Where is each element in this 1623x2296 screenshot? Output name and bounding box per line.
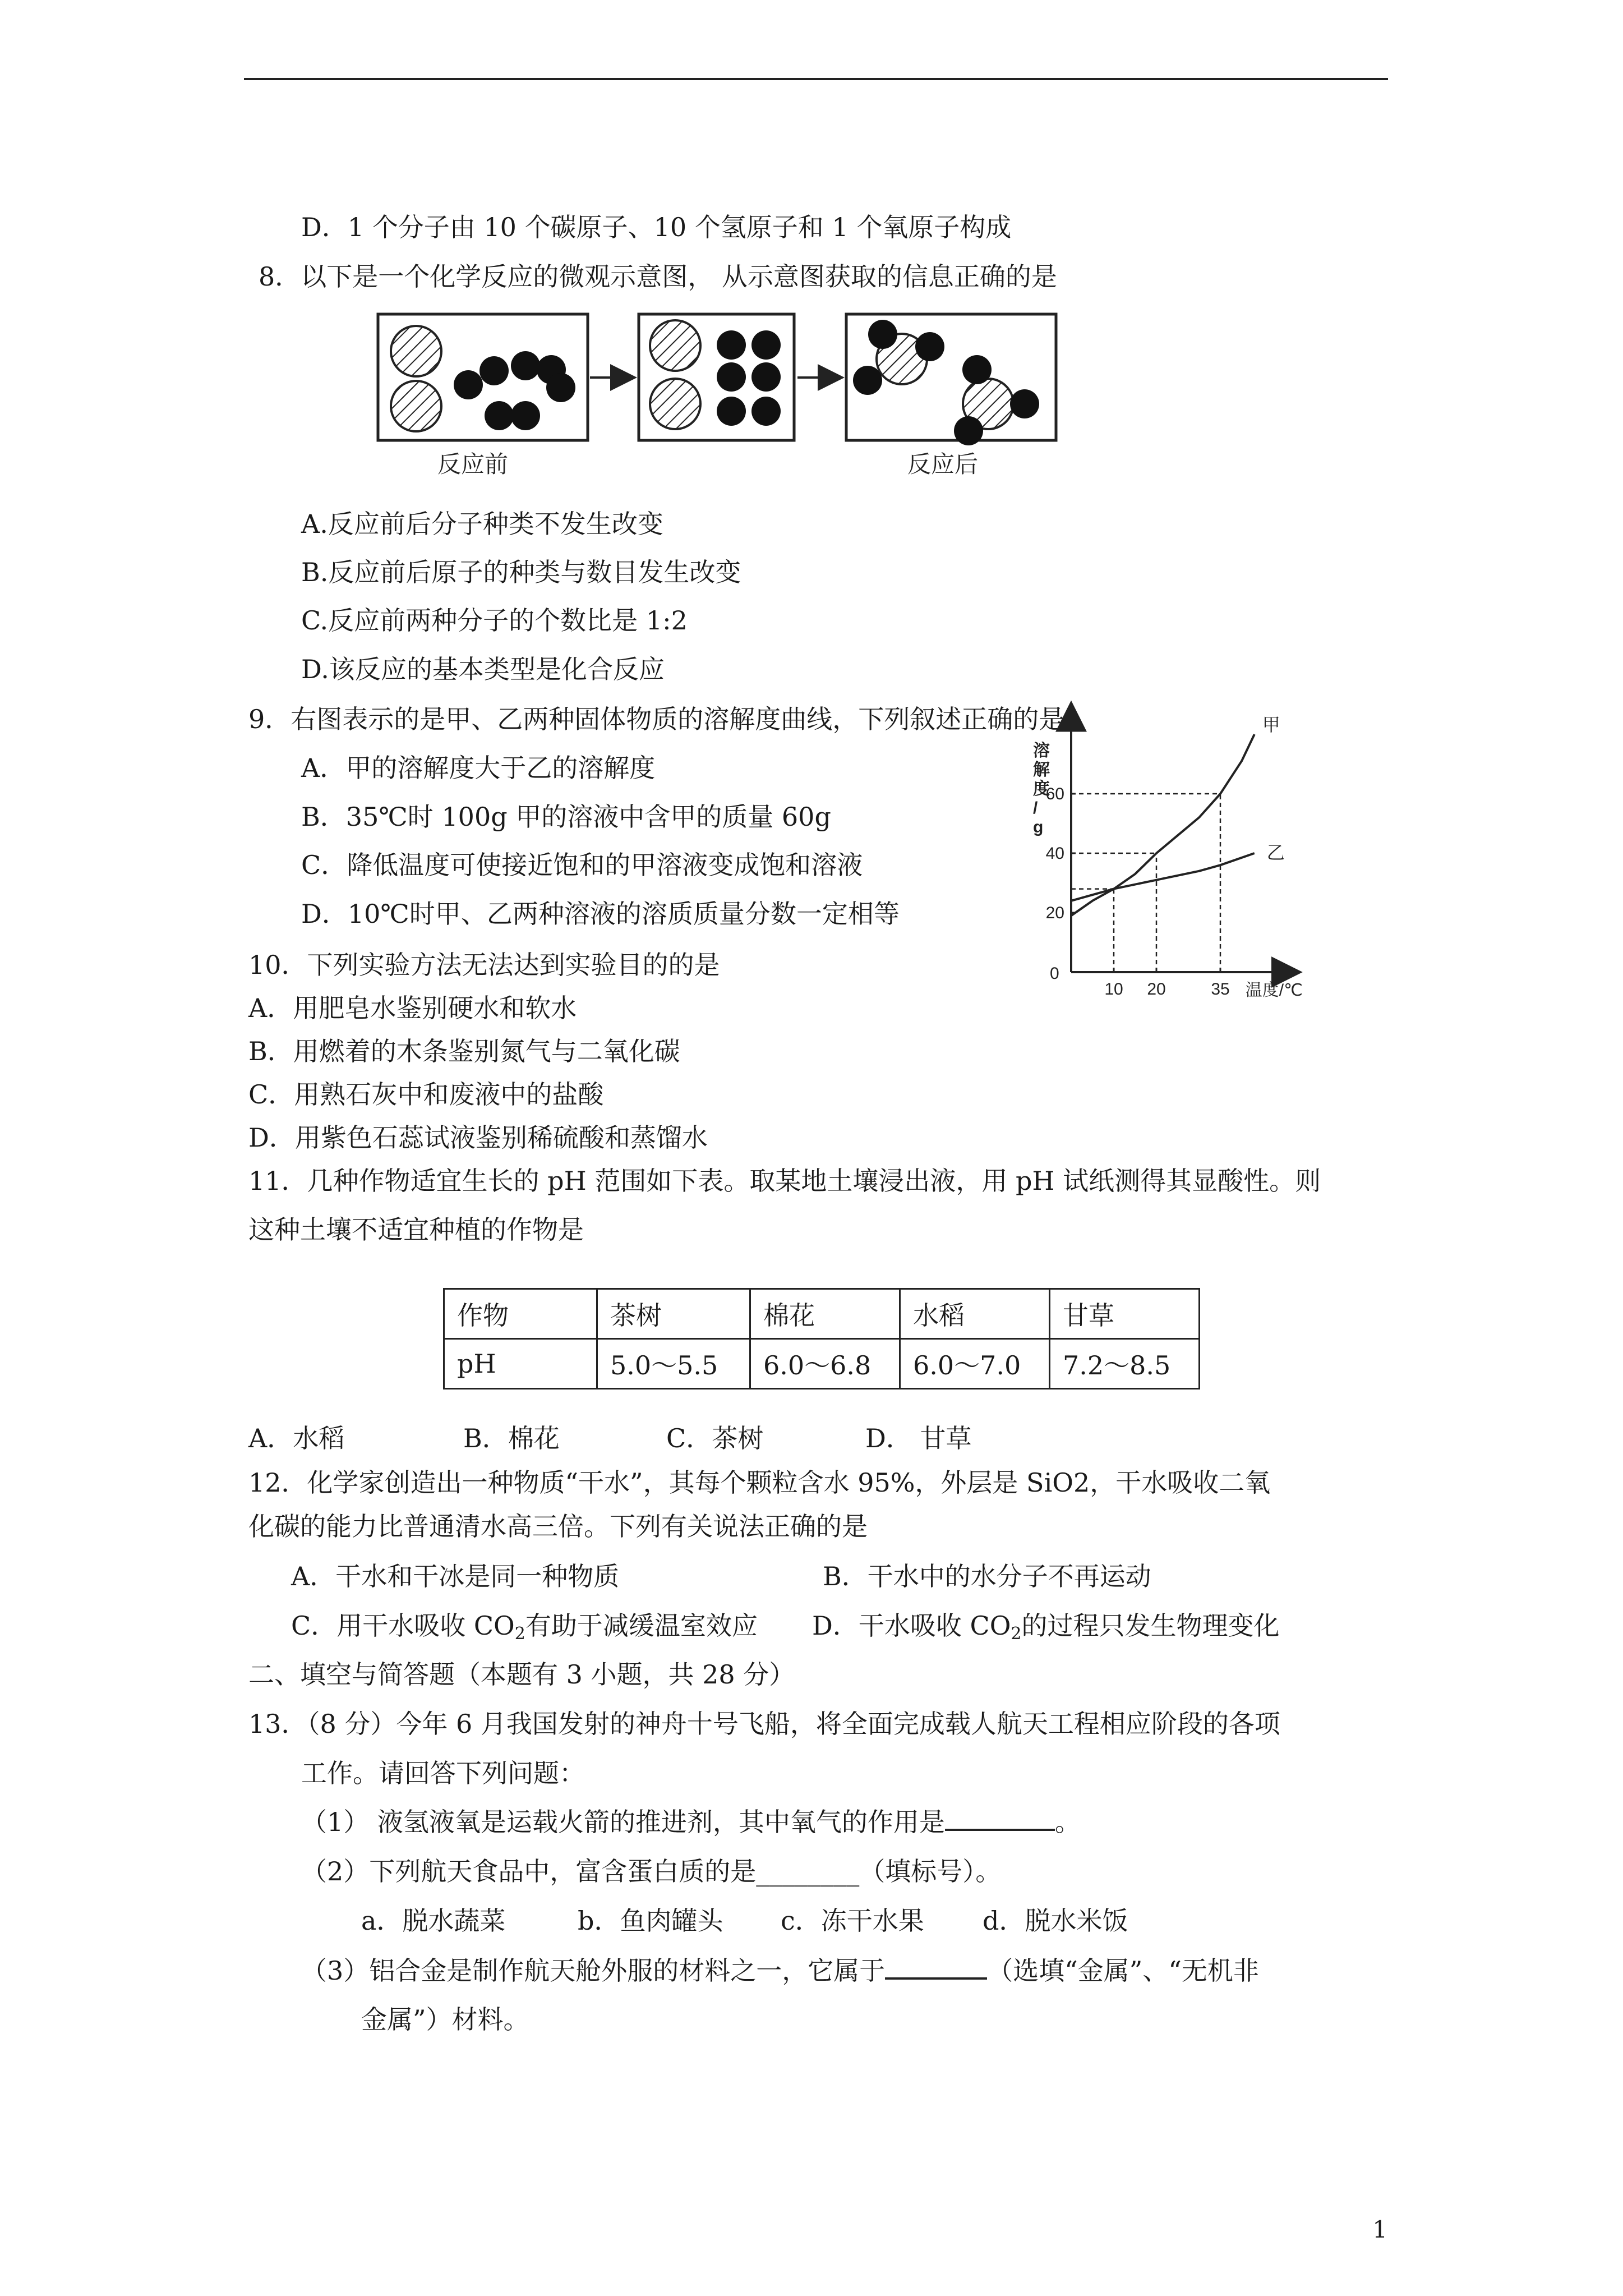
q9-stem: 9．右图表示的是甲、乙两种固体物质的溶解度曲线，下列叙述正确的是 [248, 704, 1065, 734]
q13-part2-d: d．脱水米饭 [983, 1906, 1128, 1936]
subscript-2: 2 [514, 1624, 525, 1644]
hatched-atom [650, 320, 700, 371]
table-cell: 6.0～7.0 [900, 1339, 1050, 1389]
answer-blank[interactable] [885, 1955, 987, 1980]
black-atom [479, 356, 509, 385]
q11-option-c: C．茶树 [666, 1423, 764, 1453]
section-title: 二、填空与简答题（本题有 3 小题，共 28 分） [248, 1659, 795, 1690]
q13-part2-b: b．鱼肉罐头 [578, 1906, 723, 1936]
q12-option-c-text: C．用干水吸收 CO [291, 1611, 515, 1641]
q13-part1-text: （1） 液氢液氧是运载火箭的推进剂，其中氧气的作用是 [301, 1807, 945, 1837]
q12-stem-line1: 12．化学家创造出一种物质“干水”，其每个颗粒含水 95%，外层是 SiO2，干水吸收二氧 [248, 1467, 1271, 1498]
table-cell: pH [444, 1339, 597, 1389]
table-cell: 甘草 [1050, 1289, 1200, 1339]
black-atom [751, 397, 781, 426]
black-atom [717, 362, 746, 392]
q8-reaction-diagram [0, 0, 1623, 505]
y-axis-label-char: g [1033, 818, 1044, 836]
black-atom [454, 370, 483, 399]
black-atom [1010, 389, 1039, 418]
subscript-2: 2 [1011, 1624, 1022, 1644]
q12-option-d-text: D．干水吸收 CO [812, 1611, 1011, 1641]
q13-part2: （2）下列航天食品中，富含蛋白质的是________（填标号）。 [301, 1856, 1002, 1887]
q13-part2-a: a．脱水蔬菜 [361, 1906, 506, 1936]
hatched-atom [391, 381, 441, 431]
x-axis-label: 温度/℃ [1245, 981, 1303, 1000]
black-atom [717, 397, 746, 426]
q13-part3-text: （3）铝合金是制作航天舱外服的材料之一，它属于 [301, 1955, 886, 1986]
table-cell: 茶树 [597, 1289, 750, 1339]
table-row [444, 1289, 1200, 1339]
q12-option-c-text-end: 有助于减缓温室效应 [525, 1611, 758, 1641]
black-atom [962, 355, 992, 384]
q13-stem-line1: 13．（8 分）今年 6 月我国发射的神舟十号飞船，将全面完成载人航天工程相应阶段的各项 [248, 1709, 1280, 1739]
y-tick-label: 40 [1045, 844, 1064, 863]
q8-option-c: C.反应前两种分子的个数比是 1:2 [301, 605, 688, 636]
q10-option-c: C．用熟石灰中和废液中的盐酸 [248, 1079, 604, 1110]
table-cell: 棉花 [750, 1289, 900, 1339]
black-atom [511, 351, 540, 380]
y-tick-label: 60 [1045, 785, 1064, 803]
table-cell: 6.0～6.8 [750, 1339, 900, 1389]
q9-option-a: A．甲的溶解度大于乙的溶解度 [301, 753, 656, 783]
q11-stem-line1: 11．几种作物适宜生长的 pH 范围如下表。取某地土壤浸出液，用 pH 试纸测得其显酸性。则 [248, 1166, 1321, 1196]
q13-part2-c: c．冻干水果 [781, 1906, 924, 1936]
q13-part1 [301, 1805, 1081, 1839]
y-axis-label-char: 度 [1033, 780, 1050, 798]
black-atom [485, 401, 514, 430]
q8-option-b: B.反应前后原子的种类与数目发生改变 [301, 557, 741, 587]
hatched-atom [391, 326, 441, 376]
q11-option-d: D． 甘草 [865, 1423, 972, 1453]
q13-part3-continued: 金属”）材料。 [361, 2004, 529, 2035]
page-number: 1 [1372, 2216, 1387, 2243]
q9-option-b: B．35℃时 100g 甲的溶液中含甲的质量 60g [301, 802, 831, 832]
q12-option-a: A．干水和干冰是同一种物质 [291, 1561, 620, 1591]
q10-option-b: B．用燃着的木条鉴别氮气与二氧化碳 [248, 1036, 680, 1066]
origin-label: 0 [1050, 964, 1059, 983]
table-cell: 作物 [444, 1289, 597, 1339]
black-atom [751, 362, 781, 392]
x-tick-label: 10 [1104, 980, 1123, 999]
table-row [444, 1339, 1200, 1389]
q13-part1-end: 。 [1054, 1807, 1081, 1837]
series-label: 乙 [1266, 843, 1285, 863]
ph-table [443, 1288, 1200, 1389]
black-atom [915, 332, 944, 361]
black-atom [868, 320, 897, 349]
hatched-atom [650, 379, 700, 429]
table-cell: 5.0～5.5 [597, 1339, 750, 1389]
q13-stem-line2: 工作。请回答下列问题： [301, 1758, 585, 1788]
q10-option-d: D．用紫色石蕊试液鉴别稀硫酸和蒸馏水 [248, 1122, 708, 1153]
q13-part3 [301, 1954, 1259, 1987]
q13-part3-end: （选填“金属”、“无机非 [987, 1955, 1259, 1986]
label-before: 反应前 [437, 451, 509, 477]
y-tick-label: 20 [1045, 904, 1064, 922]
solubility-chart [1009, 715, 1303, 1000]
q8-option-d: D.该反应的基本类型是化合反应 [301, 654, 665, 684]
q12-option-d-text-end: 的过程只发生物理变化 [1021, 1611, 1280, 1641]
table-cell: 7.2～8.5 [1050, 1339, 1200, 1389]
q12-option-d [812, 1609, 1280, 1651]
y-axis-label-char: / [1033, 799, 1038, 817]
q8-stem: 8．以下是一个化学反应的微观示意图， 从示意图获取的信息正确的是 [259, 261, 1057, 292]
label-after: 反应后 [907, 451, 979, 477]
black-atom [853, 366, 882, 395]
black-atom [717, 330, 746, 360]
y-axis-label-char: 解 [1033, 761, 1050, 779]
table-cell: 水稻 [900, 1289, 1050, 1339]
q11-option-a: A．水稻 [248, 1423, 345, 1453]
series-label: 甲 [1262, 715, 1280, 735]
q11-option-b: B．棉花 [463, 1423, 560, 1453]
answer-blank[interactable] [945, 1806, 1055, 1831]
q10-stem: 10．下列实验方法无法达到实验目的的是 [248, 950, 720, 980]
q7-option-d: D．1 个分子由 10 个碳原子、10 个氢原子和 1 个氧原子构成 [301, 212, 1012, 242]
x-tick-label: 20 [1147, 980, 1166, 999]
q9-option-d: D．10℃时甲、乙两种溶液的溶质质量分数一定相等 [301, 899, 900, 929]
q9-option-c: C．降低温度可使接近饱和的甲溶液变成饱和溶液 [301, 850, 863, 880]
q11-stem-line2: 这种土壤不适宜种植的作物是 [248, 1214, 584, 1245]
x-tick-label: 35 [1211, 980, 1230, 999]
black-atom [546, 373, 575, 402]
black-atom [511, 401, 540, 430]
q12-option-c [291, 1609, 758, 1651]
q10-option-a: A．用肥皂水鉴别硬水和软水 [248, 993, 577, 1023]
q12-stem-line2: 化碳的能力比普通清水高三倍。下列有关说法正确的是 [248, 1511, 868, 1542]
series-line-2 [1071, 853, 1255, 901]
y-axis-label-char: 溶 [1033, 742, 1050, 760]
q12-option-b: B．干水中的水分子不再运动 [823, 1561, 1151, 1591]
black-atom [751, 330, 781, 360]
q8-option-a: A.反应前后分子种类不发生改变 [301, 509, 663, 539]
black-atom [954, 416, 983, 445]
